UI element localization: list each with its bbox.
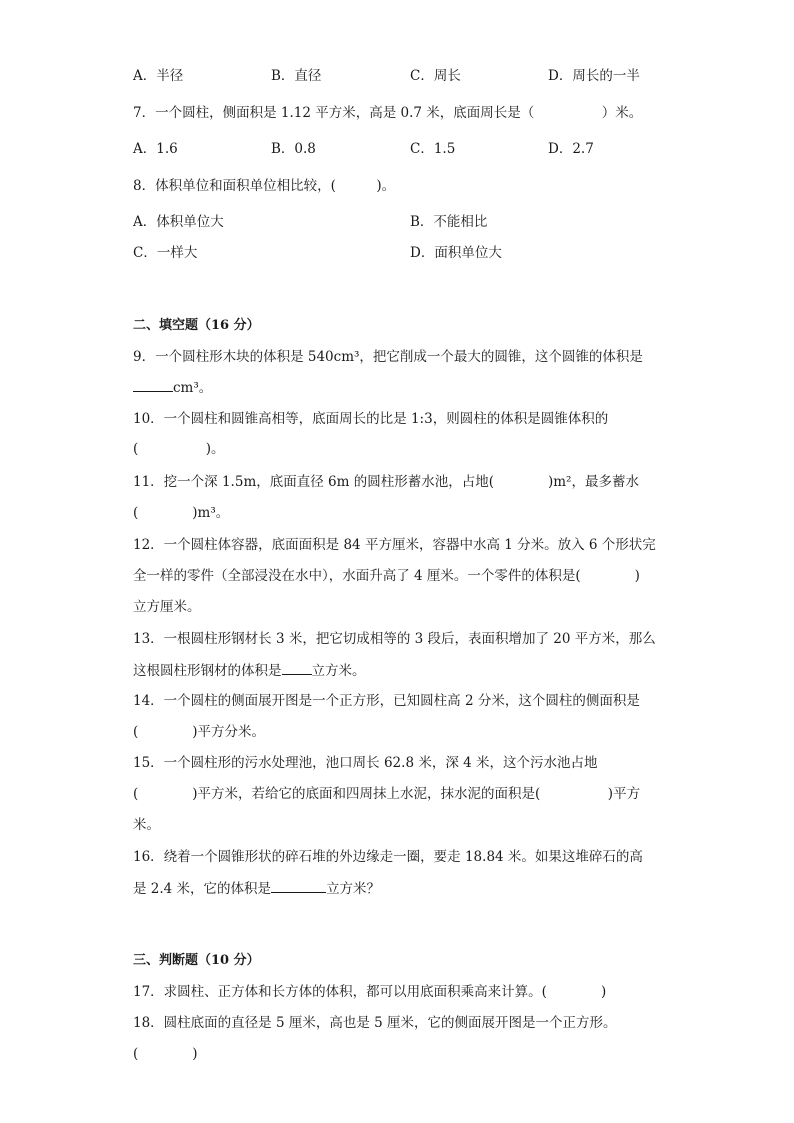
q15-line1: 15．一个圆柱形的污水处理池，池口周长 62.8 米，深 4 米，这个污水池占地 — [133, 755, 598, 771]
q9-line1: 9．一个圆柱形木块的体积是 540cm³，把它削成一个最大的圆锥，这个圆锥的体积是 — [133, 349, 643, 365]
q16-line2-post: 立方米？ — [326, 881, 381, 897]
q12-line3: 立方厘米。 — [133, 599, 201, 615]
q14-line2: ( )平方分米。 — [133, 724, 266, 740]
q13-line2 — [133, 660, 366, 681]
q8-option-b: B．不能相比 — [410, 214, 488, 230]
q16-line2-pre: 是 2.4 米，它的体积是 — [133, 881, 272, 897]
q16-line2 — [133, 878, 380, 899]
answer-blank[interactable] — [133, 377, 173, 392]
q8-option-c: C．一样大 — [133, 245, 198, 261]
q7-text: 7．一个圆柱，侧面积是 1.12 平方米，高是 0.7 米，底面周长是（ ）米。 — [133, 105, 643, 121]
q7-option-d: D．2.7 — [548, 141, 594, 157]
section-title-fill-in: 二、填空题（16 分） — [133, 318, 260, 333]
q13-line2-post: 立方米。 — [311, 663, 366, 679]
q11-line2: ( )m³。 — [133, 505, 230, 521]
q6-option-b: B．直径 — [271, 68, 322, 84]
q17-text: 17．求圆柱、正方体和长方体的体积，都可以用底面积乘高来计算。( ) — [133, 984, 607, 1000]
q16-line1: 16．绕着一个圆锥形状的碎石堆的外边缘走一圈，要走 18.84 米。如果这堆碎石的高 — [133, 849, 643, 865]
q12-line2: 全一样的零件（全部浸没在水中），水面升高了 4 厘米。一个零件的体积是( ) — [133, 568, 640, 584]
q13-line2-pre: 这根圆柱形钢材的体积是 — [133, 663, 282, 679]
q15-line2: ( )平方米，若给它的底面和四周抹上水泥，抹水泥的面积是( )平方 — [133, 786, 641, 802]
q12-line1: 12．一个圆柱体容器，底面面积是 84 平方厘米，容器中水高 1 分米。放入 6 个形状完 — [133, 537, 656, 553]
q8-option-d: D．面积单位大 — [410, 245, 502, 261]
q9-line2 — [133, 377, 212, 398]
q7-option-c: C．1.5 — [410, 141, 456, 157]
q10-line1: 10．一个圆柱和圆锥高相等，底面周长的比是 1:3，则圆柱的体积是圆锥体积的 — [133, 411, 609, 427]
q7-option-b: B．0.8 — [271, 141, 316, 157]
q14-line1: 14．一个圆柱的侧面展开图是一个正方形，已知圆柱高 2 分米，这个圆柱的侧面积是 — [133, 693, 640, 709]
q8-text: 8．体积单位和面积单位相比较，( )。 — [133, 178, 396, 194]
q9-unit: cm³。 — [173, 380, 213, 396]
q13-line1: 13．一根圆柱形钢材长 3 米，把它切成相等的 3 段后，表面积增加了 20 平方米，那么 — [133, 631, 656, 647]
q15-line3: 米。 — [133, 817, 160, 833]
q6-option-c: C．周长 — [410, 68, 461, 84]
q6-option-d: D．周长的一半 — [548, 68, 640, 84]
q18-line1: 18．圆柱底面的直径是 5 厘米，高也是 5 厘米，它的侧面展开图是一个正方形。 — [133, 1015, 617, 1031]
q8-option-a: A．体积单位大 — [133, 214, 224, 230]
q10-line2: ( )。 — [133, 441, 225, 457]
answer-blank[interactable] — [282, 660, 312, 675]
q11-line1: 11．挖一个深 1.5m，底面直径 6m 的圆柱形蓄水池，占地( )m²，最多蓄水 — [133, 474, 639, 490]
q18-line2: ( ) — [133, 1046, 198, 1062]
section-title-true-false: 三、判断题（10 分） — [133, 953, 260, 968]
q7-option-a: A．1.6 — [133, 141, 178, 157]
answer-blank[interactable] — [271, 878, 326, 893]
q6-option-a: A．半径 — [133, 68, 184, 84]
